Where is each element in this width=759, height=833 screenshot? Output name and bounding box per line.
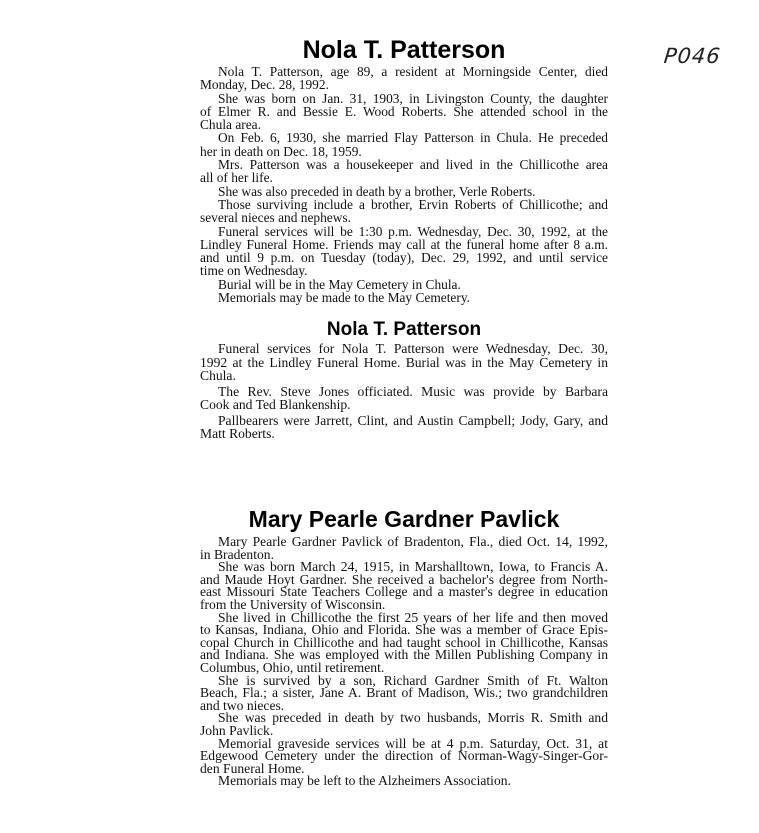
text-line: her in death on Dec. 18, 1959. [200,143,362,159]
paragraph [200,225,608,278]
paragraph [200,385,608,412]
obituary-nola-patterson [200,36,608,304]
text-line: On Feb. 6, 1930, she married Flay Patterson in Chula. He preceded [218,130,608,146]
paragraph [200,92,608,132]
text-line: Beach, Fla.; a sister, Jane A. Brant of Madison, Wis.; two grandchildren [200,685,608,701]
text-line: and two nieces. [200,697,285,713]
text-line: Mrs. Patterson was a housekeeper and lived in the Chillicothe area [218,157,608,173]
text-line: Cook and Ted Blankenship. [200,397,351,412]
text-line: Funeral services for Nola T. Patterson were Wednesday, Dec. 30, [218,341,608,356]
text-line: Columbus, Ohio, until retirement. [200,659,385,675]
text-line: all of her life. [200,170,273,186]
paragraph [200,536,608,561]
text-line: and Indiana. She was employed with the Millen Publishing Company in [200,647,608,663]
text-line: in Bradenton. [200,546,274,562]
text-line: Those surviving include a brother, Ervin Roberts of Chillicothe; and [218,196,608,212]
text-line: She was also preceded in death by a brother, Verle Roberts. [218,183,536,199]
text-line: Matt Roberts. [200,426,275,441]
paragraph [200,712,608,737]
text-line: She is survived by a son, Richard Gardner Smith of Ft. Walton [218,672,608,688]
text-line: Memorial graveside services will be at 4 p.m. Saturday, Oct. 31, at [218,735,608,751]
paragraph [200,735,608,776]
text-line: and until 9 p.m. on Tuesday (today), Dec. 29, 1992, and until service [200,250,608,266]
obituary-title: Nola T. Patterson [302,36,506,64]
text-line: She lived in Chillicothe the first 25 years of her life and then moved [218,609,608,625]
text-line: den Funeral Home. [200,760,305,776]
text-line: and Maude Hoyt Gardner. She received a bachelor's degree from North- [200,571,608,587]
obituary-title: Mary Pearle Gardner Pavlick [248,506,560,532]
paragraph [200,65,608,92]
text-line: Mary Pearle Gardner Pavlick of Bradenton, Fla., died Oct. 14, 1992, [218,534,608,549]
handwritten-archive-label: P046 [662,44,723,68]
text-line: Lindley Funeral Home. Friends may call at the funeral home after 8 a.m. [200,236,608,252]
text-line: copal Church in Chillicothe and had taught school in Chillicothe, Kansas [200,634,608,650]
paragraph [200,198,608,225]
text-line: Memorials may be made to the May Cemetery. [218,290,470,306]
paragraph [200,131,608,158]
text-line: time on Wednesday. [200,263,308,279]
text-line: east Missouri State Teachers College and a master's degree in education [200,584,608,600]
text-line: She was born March 24, 1915, in Marshalltown, Iowa, to Francis A. [218,559,608,575]
paragraph [200,158,608,185]
paragraph [200,414,608,441]
text-line: Monday, Dec. 28, 1992. [200,77,329,93]
paragraph [200,609,608,675]
text-line: of Elmer R. and Bessie E. Wood Roberts. She attended school in the [200,103,608,119]
text-line: Pallbearers were Jarrett, Clint, and Austin Campbell; Jody, Gary, and [218,412,608,428]
text-line: She was preceded in death by two husbands, Morris R. Smith and [218,710,608,726]
obituary-body [200,536,608,788]
text-line: The Rev. Steve Jones officiated. Music was provide by Barbara [218,383,608,399]
text-line: Chula area. [200,117,261,133]
paragraph [200,342,608,383]
text-line: 1992 at the Lindley Funeral Home. Burial was in the May Cemetery in [200,354,608,370]
paragraph [200,291,608,304]
obituary-body [200,342,608,441]
text-line: to Kansas, Indiana, Ohio and Florida. She was a member of Grace Epis- [200,622,608,638]
obituary-body [200,65,608,304]
text-line: John Pavlick. [200,722,274,738]
text-line: Burial will be in the May Cemetery in Chula. [218,276,461,292]
paragraph [200,775,608,788]
text-line: Chula. [200,368,236,383]
paragraph [200,672,608,713]
text-line: several nieces and nephews. [200,210,351,226]
text-line: She was born on Jan. 31, 1903, in Livingston County, the daughter [218,90,608,106]
funeral-notice-nola-patterson [200,318,608,443]
paragraph [200,561,608,611]
text-line: Edgewood Cemetery under the direction of Norman-Wagy-Singer-Gor- [200,748,608,764]
text-line: from the University of Wisconsin. [200,596,386,612]
paragraph [200,185,608,198]
text-line: Funeral services will be 1:30 p.m. Wednesday, Dec. 30, 1992, at the [218,223,608,239]
obituary-title: Nola T. Patterson [326,319,482,340]
paragraph [200,278,608,291]
text-line: Nola T. Patterson, age 89, a resident at Morningside Center, died [218,64,608,79]
text-line: Memorials may be left to the Alzheimers Association. [218,773,511,789]
obituary-mary-pavlick [200,505,608,788]
